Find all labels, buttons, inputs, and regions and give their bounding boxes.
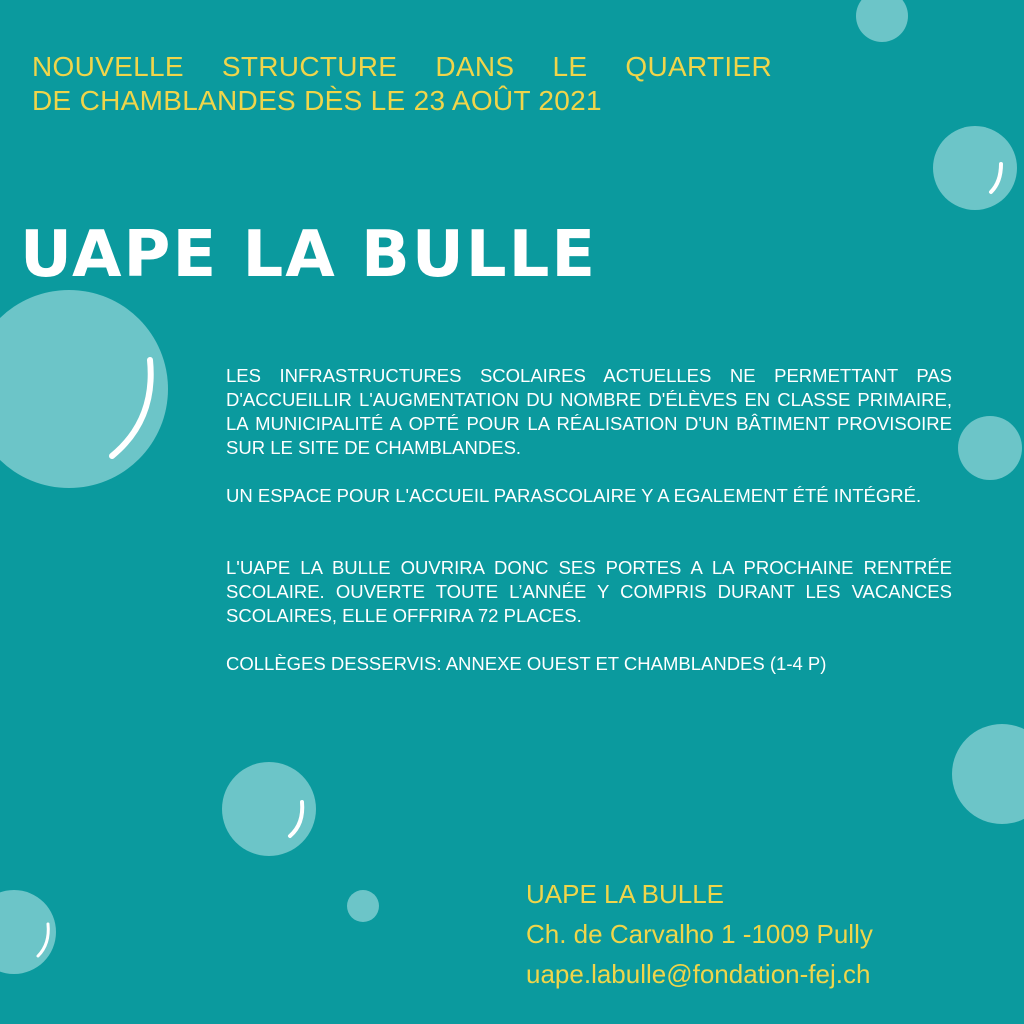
contact-email[interactable]: uape.labulle@fondation-fej.ch	[526, 959, 871, 989]
subtitle	[32, 50, 772, 118]
contact-name: UAPE LA BULLE	[526, 879, 724, 909]
bubble-right-upper	[933, 126, 1017, 210]
subtitle-line-1: NOUVELLE STRUCTURE DANS LE QUARTIER	[32, 51, 772, 82]
bubble-right-lower	[952, 724, 1024, 824]
paragraph-4: COLLÈGES DESSERVIS: ANNEXE OUEST ET CHAMBLANDES (1-4 P)	[226, 653, 827, 674]
subtitle-line-2: DE CHAMBLANDES DÈS LE 23 AOÛT 2021	[32, 85, 602, 116]
bubble-highlight-icon	[0, 290, 168, 488]
contact-block	[526, 874, 873, 994]
bubble-left-large	[0, 290, 168, 488]
bubble-bottom-tiny	[347, 890, 379, 922]
paragraph-3: L'UAPE LA BULLE OUVRIRA DONC SES PORTES A LA PROCHAINE RENTRÉE SCOLAIRE. OUVERTE TOUTE L’ANNÉE Y COMPRIS DURANT LES VACANCES SCOLAIRES, ELLE OFFRIRA 72 PLACES.	[226, 557, 952, 626]
bubble-bottom-left	[0, 890, 56, 974]
bubble-top-right-small	[856, 0, 908, 42]
body-text	[226, 364, 952, 676]
bubble-highlight-icon	[0, 890, 56, 974]
bubble-highlight-icon	[222, 762, 316, 856]
page-title: UAPE LA BULLE	[20, 218, 598, 292]
paragraph-2: UN ESPACE POUR L'ACCUEIL PARASCOLAIRE Y A EGALEMENT ÉTÉ INTÉGRÉ.	[226, 485, 922, 506]
contact-address: Ch. de Carvalho 1 -1009 Pully	[526, 919, 873, 949]
bubble-bottom-center	[222, 762, 316, 856]
bubble-highlight-icon	[933, 126, 1017, 210]
bubble-right-middle	[958, 416, 1022, 480]
paragraph-1: LES INFRASTRUCTURES SCOLAIRES ACTUELLES NE PERMETTANT PAS D'ACCUEILLIR L'AUGMENTATION DU NOMBRE D'ÉLÈVES EN CLASSE PRIMAIRE, LA MUNICIPALITÉ A OPTÉ POUR LA RÉALISATION D'UN BÂTIMENT PROVISOIRE SUR LE SITE DE CHAMBLANDES.	[226, 365, 952, 458]
